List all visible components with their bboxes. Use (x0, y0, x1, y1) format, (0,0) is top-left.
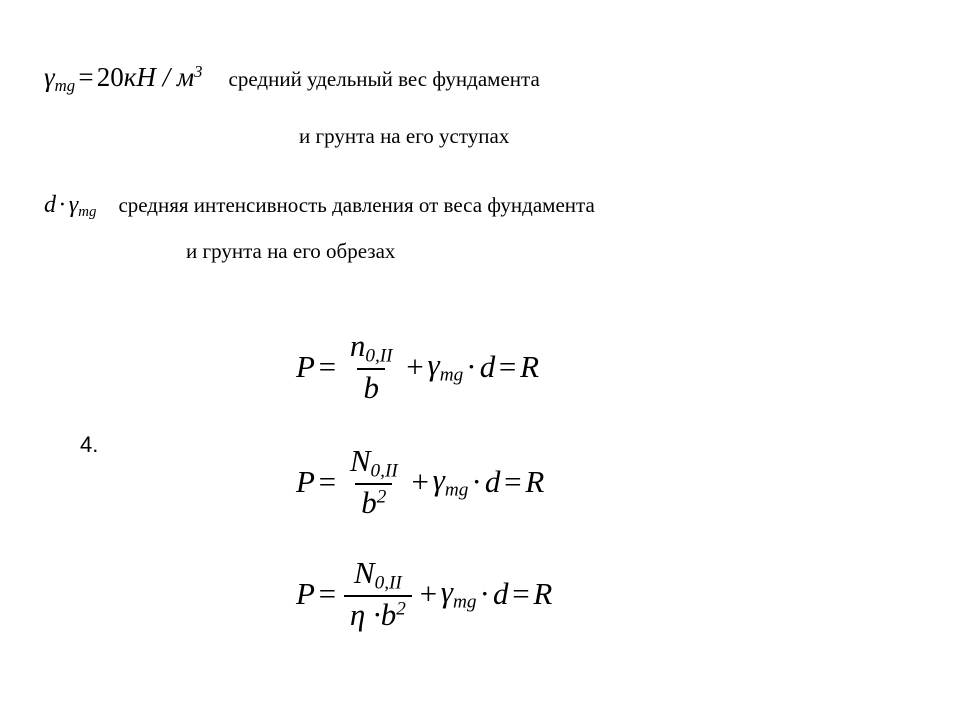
gamma-term (441, 574, 477, 613)
equation-rhs: R (525, 464, 545, 500)
fraction (344, 330, 399, 404)
plus-sign: + (419, 576, 438, 612)
equals-sign: = (318, 349, 337, 385)
multiplication-dot: · (58, 192, 67, 218)
fraction-denominator (344, 595, 412, 632)
denominator-symbol: b (361, 484, 377, 520)
fraction-numerator (344, 330, 399, 368)
numerator-symbol: n (349, 328, 366, 363)
equation-3 (296, 557, 552, 631)
equation-lhs: P (296, 349, 315, 385)
gamma-description-line-1: средний удельный вес фундамента (228, 67, 540, 92)
plus-sign: + (411, 464, 429, 500)
fraction (344, 557, 412, 631)
equals-sign: = (78, 62, 94, 93)
denominator-symbol: b (380, 596, 397, 632)
depth-symbol: d (484, 464, 501, 500)
gamma-value-formula (44, 62, 203, 96)
gamma-term (433, 462, 469, 501)
definition-gamma-row (44, 62, 540, 96)
equals-sign: = (318, 576, 337, 612)
denominator-exponent: 2 (376, 485, 387, 507)
gamma-symbol: γ (427, 347, 440, 383)
gamma-term (427, 347, 463, 386)
numerator-symbol: N (353, 555, 375, 590)
equation-rhs: R (533, 576, 553, 612)
gamma-subscript: mg (444, 479, 469, 501)
equals-sign: = (318, 464, 337, 500)
denominator-symbol: b (363, 369, 379, 405)
fraction-numerator (348, 557, 408, 595)
gamma-units-exponent: 3 (194, 62, 203, 81)
gamma-subscript: mg (54, 75, 76, 95)
gamma-numeric-value: 20 (96, 62, 124, 93)
denominator-exponent: 2 (396, 597, 406, 619)
equals-sign-2: = (498, 349, 517, 385)
numerator-subscript: 0,II (370, 460, 398, 482)
multiplication-dot: · (479, 576, 490, 612)
equation-2 (296, 445, 544, 519)
pressure-description-line-1: средняя интенсивность давления от веса фундамента (118, 193, 595, 217)
depth-symbol: d (479, 349, 496, 385)
multiplication-dot: · (466, 349, 477, 385)
definition-pressure-row (44, 192, 595, 221)
list-marker-4: 4. (80, 432, 99, 457)
gamma-description-line-2: и грунта на его уступах (299, 124, 510, 148)
plus-sign: + (406, 349, 424, 385)
gamma-subscript: mg (78, 204, 97, 221)
numerator-subscript: 0,II (365, 345, 393, 367)
gamma-units: кН / м (123, 62, 195, 93)
gamma-symbol: γ (68, 192, 79, 218)
numerator-symbol: N (349, 443, 371, 478)
pressure-description-line-2: и грунта на его обрезах (186, 239, 396, 263)
gamma-symbol: γ (44, 62, 55, 93)
gamma-symbol: γ (432, 462, 445, 498)
fraction (344, 445, 404, 519)
denominator-prefix: η · (349, 596, 381, 632)
equation-1 (296, 330, 539, 404)
fraction-denominator (357, 368, 385, 405)
depth-symbol: d (493, 576, 509, 612)
equation-lhs: P (296, 464, 315, 500)
numerator-subscript: 0,II (374, 572, 402, 594)
fraction-denominator (355, 483, 392, 520)
equation-rhs: R (520, 349, 540, 385)
equation-lhs: P (296, 576, 315, 612)
gamma-subscript: mg (439, 364, 464, 386)
d-symbol: d (44, 192, 56, 218)
equals-sign-2: = (504, 464, 522, 500)
fraction-numerator (344, 445, 404, 483)
equals-sign-2: = (512, 576, 530, 612)
gamma-subscript: mg (453, 591, 477, 613)
multiplication-dot: · (471, 464, 482, 500)
gamma-symbol: γ (440, 574, 453, 610)
d-gamma-formula (44, 192, 96, 221)
